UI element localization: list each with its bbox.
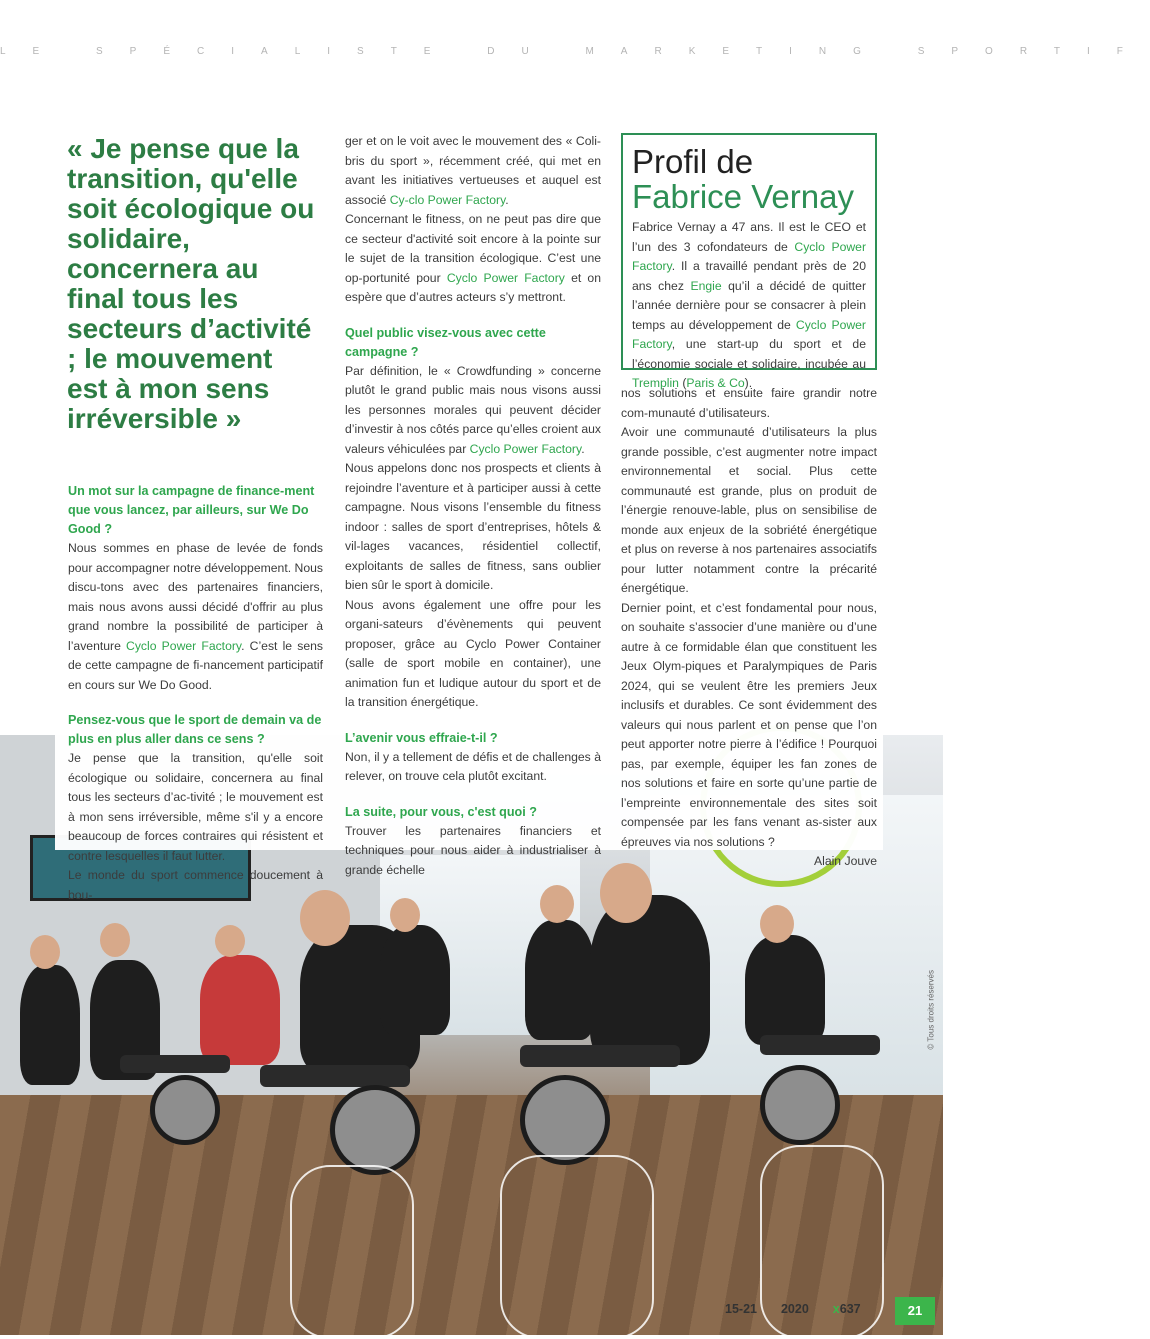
question-heading: Pensez-vous que le sport de demain va de plus en plus aller dans ce sens ? xyxy=(68,713,322,746)
profile-text: Fabrice Vernay a 47 ans. Il est le CEO et l’un des 3 cofondateurs de Cyclo Power Factory. Il a travaillé pendant près de 20 ans chez Engie qu’il a décidé de quitter l’année dernière pour se consacrer à plein temps au développement de Cyclo Power Factory, une start-up du sport et de l’économie sociale et solidaire, incubée au Tremplin (Paris & Co). xyxy=(632,220,867,390)
paragraph: Nous avons également une offre pour les organi-sateurs d’évènements qui peuvent proposer, grâce au Cyclo Power Container (salle de sport mobile en container), une animation fun et ludique autour du sport et de la transition énergétique. xyxy=(345,597,601,709)
profile-box xyxy=(621,133,877,390)
paragraph: Concernant le fitness, on ne peut pas dire que ce secteur d'activité soit encore à la pointe sur le sujet de la transition écologique. C’est une op-portunité pour Cyclo Power Factory et on espère que d’autres acteurs s’y mettront. xyxy=(345,212,601,304)
paragraph: Trouver les partenaires financiers et techniques pour nous aider à industrialiser à grande échelle xyxy=(345,823,601,877)
paragraph: Le monde du sport commence doucement à bou- xyxy=(68,868,323,902)
issue-number: 637 xyxy=(839,1302,861,1316)
running-header: LE SPÉCIALISTE DU MARKETING SPORTIF xyxy=(0,46,1150,57)
paragraph: Non, il y a tellement de défis et de challenges à relever, on trouve cela plutôt excitant. xyxy=(345,749,601,783)
brand-link[interactable]: Cyclo Power Factory xyxy=(632,239,867,273)
pull-quote: « Je pense que la transition, qu'elle soit écologique ou solidaire, concernera au final tous les secteurs d’activité ; le mouvement est à mon sens irréversible » xyxy=(67,133,315,434)
author-signature: Alain Jouve xyxy=(813,854,877,868)
paragraph: nos solutions et ensuite faire grandir notre com-munauté d’utilisateurs. xyxy=(621,386,877,420)
article xyxy=(55,120,883,902)
profile-title: Profil de xyxy=(632,143,754,180)
page-number: 21 xyxy=(895,1297,935,1325)
question-heading: L’avenir vous effraie-t-il ? xyxy=(345,730,498,745)
issue-year: 2020 xyxy=(780,1302,809,1316)
brand-link[interactable]: Cy-clo Power Factory xyxy=(389,192,506,207)
tremplin-link[interactable]: Tremplin xyxy=(632,376,679,390)
photo-credit: © Tous droits réservés xyxy=(927,970,936,1050)
question-heading: Quel public visez-vous avec cette campagne ? xyxy=(345,325,546,359)
column-1 xyxy=(68,482,323,905)
engie-link[interactable]: Engie xyxy=(690,278,722,293)
question-heading: La suite, pour vous, c'est quoi ? xyxy=(345,804,537,819)
paragraph: Nous appelons donc nos prospects et clients à rejoindre l’aventure et à participer aussi à cette campagne. Nous visons l’ensemble du fitness indoor : salles de sport d’entreprises, hôtels & vil-lages vacances, résidentiel collectif, exploitants de salles de fitness, sans oublier bien sûr le sport à domicile. xyxy=(345,461,601,592)
paragraph: Dernier point, et c’est fondamental pour nous, on souhaite s’associer d’une manière ou d’une autre à ce formidable élan que constituent les Jeux Olym-piques et Paralympiques de Paris 2024, qui se veulent être les premiers Jeux inclusifs et durables. Ce sont évidemment des valeurs qui nous parlent et on pense que l’on peut apporter notre pierre à l’édifice ! Pourquoi pas, par exemple, équiper les fan zones de nos solutions et faire en sorte qu’une partie de l’empreinte environnementale des sites soit compensée par les fans venant as-sister aux épreuves via nos solutions ? xyxy=(621,600,877,849)
column-2 xyxy=(345,132,601,880)
paragraph: ger et on le voit avec le mouvement des « Coli-bris du sport », récemment créé, qui met en avant les initiatives vertueuses et auquel est associé Cy-clo Power Factory. xyxy=(345,134,601,207)
paragraph: Nous sommes en phase de levée de fonds pour accompagner notre développement. Nous discu-tons avec des partenaires financiers, mais nous avons aussi décidé d'offrir au plus grand nombre la possibilité de participer à l’aventure Cyclo Power Factory. C’est le sens de cette campagne de fi-nancement participatif en cours sur We Do Good. xyxy=(68,541,323,692)
issue-prefix: x xyxy=(832,1302,840,1316)
paragraph: Avoir une communauté d’utilisateurs la plus grande possible, c’est augmenter notre impact environnemental et social. Plus cette communauté est grande, plus on produit de l’énergie renouve-lable, plus on sensibilise de monde aux enjeux de la sobriété énergétique et plus on reverse à nos partenaires associatifs pour lutter notamment contre la précarité énergétique. xyxy=(621,425,877,595)
brand-link[interactable]: Cyclo Power Factory xyxy=(126,638,242,653)
question-heading: Un mot sur la campagne de finance-ment que vous lancez, par ailleurs, sur We Do Good ? xyxy=(68,484,315,536)
brand-link[interactable]: Cyclo Power Factory xyxy=(632,317,866,351)
paris-co-link[interactable]: Paris & Co xyxy=(686,376,745,390)
brand-link[interactable]: Cyclo Power Factory xyxy=(446,270,565,285)
issue-dates: 15-21 xyxy=(725,1302,757,1316)
paragraph: Par définition, le « Crowdfunding » concerne plutôt le grand public mais nous visons aussi les personnes morales qui peuvent décider d’investir à nos côtés parce qu’elles croient aux valeurs véhiculées par Cyclo Power Factory. xyxy=(345,363,601,456)
brand-link[interactable]: Cyclo Power Factory xyxy=(469,441,582,456)
column-3 xyxy=(621,384,877,872)
page-footer xyxy=(725,1302,885,1324)
paragraph: Je pense que la transition, qu'elle soit écologique ou solidaire, concernera au final tous les secteurs d’ac-tivité ; le mouvement est à mon sens irréversible, même s'il y a encore beaucoup de forces contraires qui résistent et contre lesquelles il faut lutter. xyxy=(68,751,323,863)
profile-name: Fabrice Vernay xyxy=(632,178,854,215)
